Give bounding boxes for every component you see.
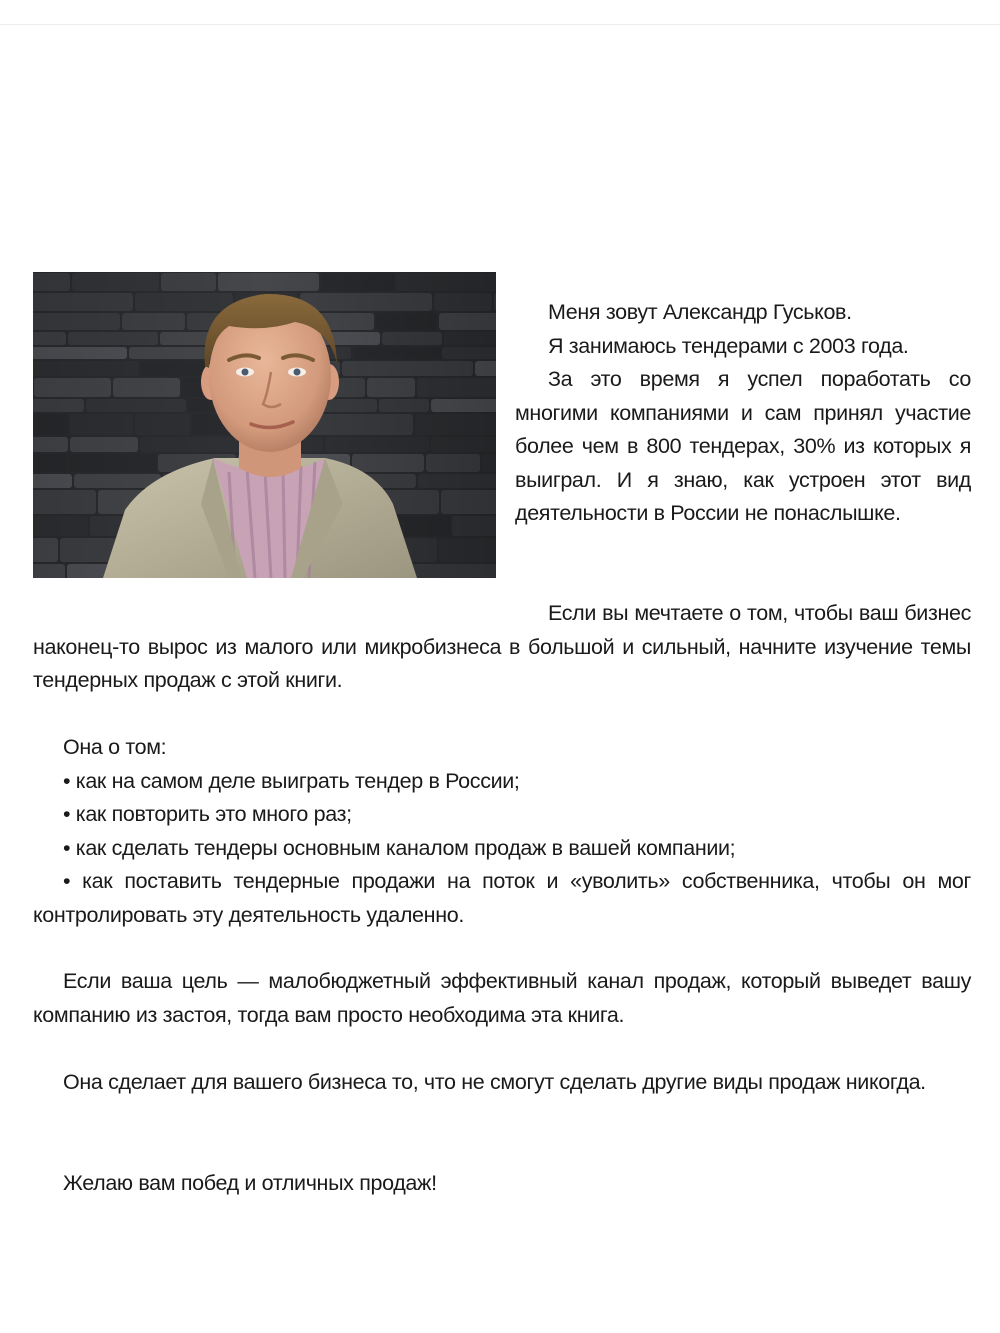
goal-paragraph: Если ваша цель — малобюджетный эффективный канал продаж, который выведет вашу компанию из застоя, тогда вам просто необходима эта книга. (33, 969, 971, 1027)
about-list-item: • как сделать тендеры основным каналом продаж в вашей компании; (63, 835, 736, 860)
intro-paragraph: За это время я успел поработать со многими компаниями и сам принял участие более чем в 800 тендерах, 30% из которых я выиграл. И я знаю, как устроен этот вид деятельности в России не понаслышке. (515, 367, 971, 525)
about-list-item: • как повторить это много раз; (63, 802, 352, 826)
about-list-item: • как на самом деле выиграть тендер в России; (63, 768, 520, 793)
closing-block (33, 1167, 971, 1201)
does-block (33, 1066, 971, 1100)
intro-name-line: Меня зовут Александр Гуськов. (548, 300, 852, 324)
author-portrait-photo (33, 272, 496, 578)
about-heading: Она о том: (63, 735, 167, 759)
goal-block (33, 965, 971, 1032)
closing-line: Желаю вам побед и отличных продаж! (63, 1171, 437, 1195)
dream-block (33, 597, 971, 698)
intro-experience-line: Я занимаюсь тендерами с 2003 года. (548, 333, 909, 358)
dream-paragraph: Если вы мечтаете о том, чтобы ваш бизнес наконец-то вырос из малого или микробизнеса в большой и сильный, начните изучение темы тендерных продаж с этой книги. (33, 601, 971, 692)
does-paragraph: Она сделает для вашего бизнеса то, что не смогут сделать другие виды продаж никогда. (63, 1070, 926, 1094)
about-block (33, 731, 971, 932)
about-list-item: • как поставить тендерные продажи на поток и «уволить» собственника, чтобы он мог контролировать эту деятельность удаленно. (33, 869, 971, 927)
intro-block (515, 296, 971, 531)
top-divider (0, 24, 1000, 25)
author-portrait-icon (33, 272, 496, 578)
